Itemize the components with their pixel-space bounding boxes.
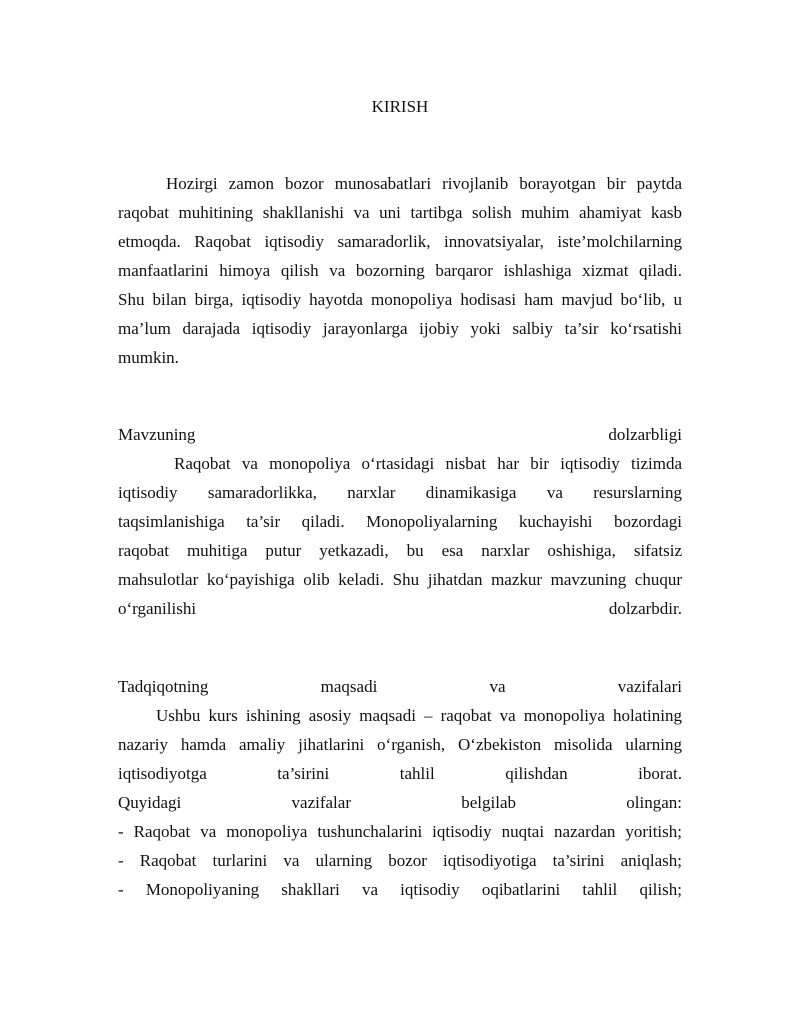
task-item	[118, 875, 682, 904]
text-word: va	[361, 880, 379, 899]
text-word: shakllari	[281, 880, 340, 899]
text-word: ta’sirini	[277, 764, 330, 783]
text-word: iborat.	[638, 764, 682, 783]
text-word: qilishdan	[505, 764, 568, 783]
text-line	[118, 788, 682, 817]
task-item: - Raqobat va monopoliya tushunchalarini iqtisodiy nuqtai nazardan yoritish;	[118, 822, 682, 841]
text-line: taqsimlanishiga ta’sir qiladi. Monopoliyalarning kuchayishi bozordagi	[118, 512, 682, 531]
heading-word: Mavzuning	[118, 425, 196, 444]
text-word: qilish;	[639, 880, 682, 899]
text-word: vazifalar	[291, 793, 351, 812]
text-word: iqtisodiy	[400, 880, 460, 899]
section-goals	[118, 672, 682, 904]
text-line: nazariy hamda amaliy jihatlarini o‘rganish, O‘zbekiston misolida ularning	[118, 735, 682, 754]
text-line	[118, 594, 682, 623]
heading-word: va	[489, 677, 506, 696]
text-word: Monopoliyaning	[145, 880, 260, 899]
text-line: raqobat muhitiga putur yetkazadi, bu esa narxlar oshishiga, sifatsiz	[118, 541, 682, 560]
text-line: manfaatlarini himoya qilish va bozorning barqaror ishlashiga xizmat qiladi.	[118, 261, 682, 280]
heading-word: vazifalari	[617, 677, 682, 696]
text-word: dolzarbdir.	[608, 599, 682, 618]
text-word: tahlil	[399, 764, 435, 783]
text-line: Raqobat va monopoliya o‘rtasidagi nisbat har bir iqtisodiy tizimda	[174, 454, 682, 473]
text-line: raqobat muhitining shakllanishi va uni tartibga solish muhim ahamiyat kasb	[118, 203, 682, 222]
section-heading	[118, 420, 682, 449]
text-word: tahlil	[582, 880, 618, 899]
text-line: ma’lum darajada iqtisodiy jarayonlarga ijobiy yoki salbiy ta’sir ko‘rsatishi	[118, 319, 682, 338]
text-word: Quyidagi	[118, 793, 182, 812]
text-line	[118, 759, 682, 788]
heading-word: Tadqiqotning	[118, 677, 209, 696]
heading-word: maqsadi	[320, 677, 378, 696]
text-word: o‘rganilishi	[118, 599, 197, 618]
page-title: KIRISH	[371, 97, 429, 116]
section-relevance	[118, 420, 682, 623]
text-word: oqibatlarini	[481, 880, 561, 899]
text-line: Hozirgi zamon bozor munosabatlari rivojlanib borayotgan bir paytda	[166, 174, 682, 193]
text-word: olingan:	[626, 793, 682, 812]
text-line: Ushbu kurs ishining asosiy maqsadi – raqobat va monopoliya holatining	[156, 706, 682, 725]
section-heading	[118, 672, 682, 701]
text-word: iqtisodiyotga	[118, 764, 207, 783]
task-item: - Raqobat turlarini va ularning bozor iqtisodiyotiga ta’sirini aniqlash;	[118, 851, 682, 870]
text-line: mumkin.	[118, 348, 179, 367]
text-line: iqtisodiy samaradorlikka, narxlar dinamikasiga va resurslarning	[118, 483, 682, 502]
heading-word: dolzarbligi	[608, 425, 682, 444]
text-line: etmoqda. Raqobat iqtisodiy samaradorlik, innovatsiyalar, iste’molchilarning	[118, 232, 682, 251]
intro-paragraph	[118, 169, 682, 372]
text-line: Shu bilan birga, iqtisodiy hayotda monopoliya hodisasi ham mavjud bo‘lib, u	[118, 290, 682, 309]
text-word: belgilab	[461, 793, 516, 812]
text-word: -	[118, 880, 124, 899]
text-line: mahsulotlar ko‘payishiga olib keladi. Shu jihatdan mazkur mavzuning chuqur	[118, 570, 682, 589]
